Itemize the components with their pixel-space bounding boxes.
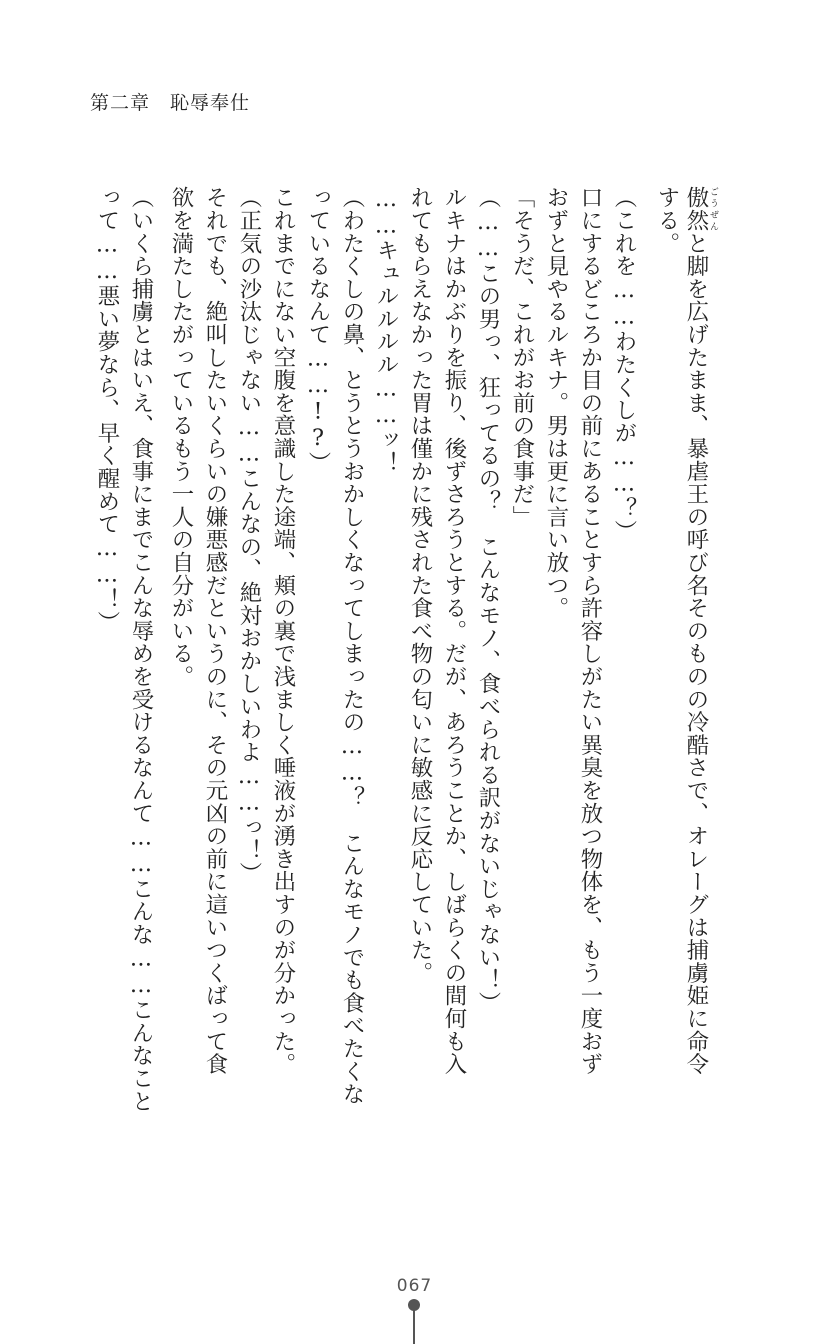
text-line: っているなんて……!?） xyxy=(305,186,331,474)
text-line: （……この男っ、狂ってるの？ こんなモノ、食べられる訳がないじゃない！） xyxy=(475,186,501,1014)
text-line: れてもらえなかった胃は僅かに残された食べ物の匂いに敏感に反応していた。 xyxy=(407,186,433,984)
text-line: それでも、絶叫したいくらいの嫌悪感だというのに、その元凶の前に這いつくばって食 xyxy=(202,186,228,1076)
text-line: 「そうだ、これがお前の食事だ」 xyxy=(509,186,535,528)
text-line: これまでにない空腹を意識した途端、頬の裏で浅ましく唾液が湧き出すのが分かった。 xyxy=(270,186,296,1076)
chapter-number: 第二章 xyxy=(90,92,151,114)
text-line: 口にするどころか目の前にあることすら許容しがたい異臭を放つ物体を、もう一度おず xyxy=(577,186,603,1076)
text-line: する。 xyxy=(654,186,680,255)
page-number: 067 xyxy=(396,1276,433,1296)
text-line: って……悪い夢なら、早く醒めて……！） xyxy=(94,186,120,634)
running-header xyxy=(90,88,250,115)
ruby-reading: ごうぜん xyxy=(708,186,718,232)
text-line: （いくら捕虜とはいえ、食事にまでこんな辱めを受けるなんて……こんな……こんなこと xyxy=(128,186,154,1113)
text-line: ルキナはかぶりを振り、後ずさろうとする。だが、あろうことか、しばらくの間何も入 xyxy=(441,186,467,1076)
text-line: （これを……わたくしが……？） xyxy=(611,186,637,543)
text-line: 欲を満たしたがっているもう一人の自分がいる。 xyxy=(168,186,194,688)
ruby-base: 傲然 xyxy=(683,186,709,232)
text-line-content: と脚を広げたまま、暴虐王の呼び名そのものの冷酷さで、オレーグは捕虜姫に命令 xyxy=(683,231,709,1076)
text-line xyxy=(684,186,718,1136)
text-line: ……キュルルルル……ッ！ xyxy=(373,186,399,474)
ruby-word xyxy=(683,186,718,232)
chapter-title: 恥辱奉仕 xyxy=(170,92,251,114)
text-line: （わたくしの鼻、とうとうおかしくなってしまったの……？ こんなモノでも食べたくな xyxy=(339,186,365,1106)
text-line: （正気の沙汰じゃない……こんなの、絶対おかしいわよ……っ！） xyxy=(236,186,262,885)
page-marker-line xyxy=(413,1310,415,1344)
text-line: おずと見やるルキナ。男は更に言い放つ。 xyxy=(543,186,569,620)
